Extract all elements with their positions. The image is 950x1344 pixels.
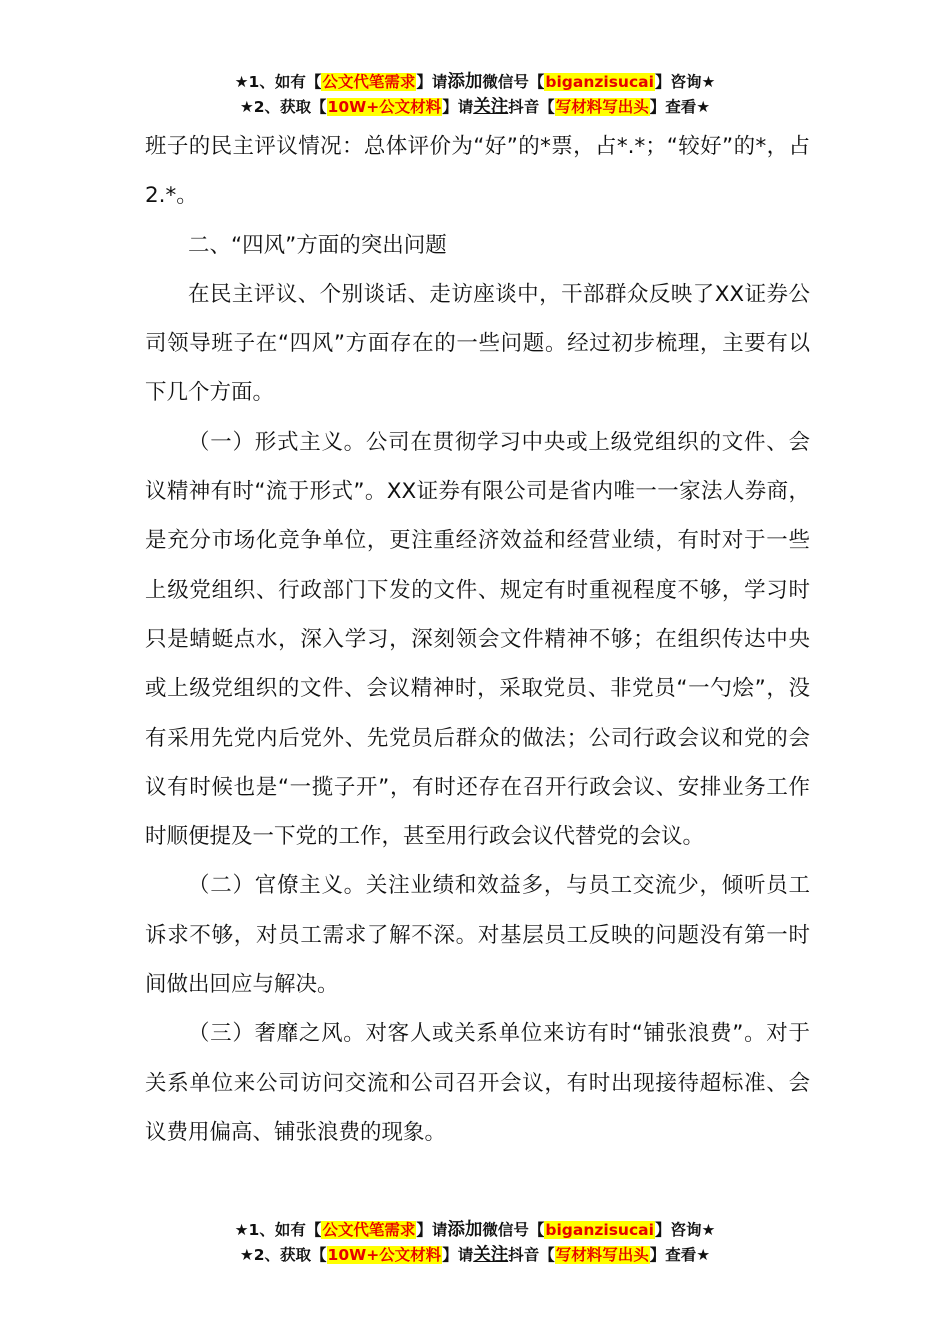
banner-highlight: 写材料写出头: [555, 1246, 649, 1264]
banner-highlight: 写材料写出头: [555, 98, 649, 116]
banner-line-2: [0, 1243, 950, 1268]
banner-text: ★2、获取【: [239, 1246, 327, 1264]
banner-text: ★1、如有【: [234, 73, 322, 91]
section-heading: 二、“四风”方面的突出问题: [188, 232, 447, 258]
banner-text: 抖音【: [508, 1246, 555, 1264]
banner-keyword: 关注: [473, 1245, 509, 1265]
banner-keyword: 添加: [447, 72, 483, 92]
banner-highlight: biganzisucai: [545, 1221, 654, 1239]
banner-keyword: 关注: [473, 97, 509, 117]
header-banner: [0, 70, 950, 120]
banner-text: ★1、如有【: [234, 1221, 322, 1239]
banner-highlight: 10W+公文材料: [327, 1246, 442, 1264]
banner-text: 】请: [416, 73, 448, 91]
banner-highlight: 公文代笔需求: [322, 73, 416, 91]
document-body: [145, 122, 810, 1157]
banner-text: 】咨询★: [654, 73, 716, 91]
paragraph-bureaucratism: （二）官僚主义。关注业绩和效益多，与员工交流少，倾听员工诉求不够，对员工需求了解不深。对基层员工反映的问题没有第一时间做出回应与解决。: [145, 873, 810, 998]
banner-line-1: [0, 70, 950, 95]
banner-text: 】请: [442, 98, 474, 116]
paragraph-evaluation: 班子的民主评议情况：总体评价为“好”的*票，占*.*；“较好”的*，占2.*。: [145, 134, 810, 209]
banner-line-2: [0, 95, 950, 120]
banner-text: 微信号【: [482, 73, 545, 91]
banner-line-1: [0, 1218, 950, 1243]
banner-text: 】查看★: [649, 1246, 711, 1264]
banner-text: 抖音【: [508, 98, 555, 116]
paragraph-intro: 在民主评议、个别谈话、走访座谈中，干部群众反映了XX证券公司领导班子在“四风”方面存在的一些问题。经过初步梳理，主要有以下几个方面。: [145, 281, 810, 406]
banner-text: 微信号【: [482, 1221, 545, 1239]
paragraph-extravagance: （三）奢靡之风。对客人或关系单位来访有时“铺张浪费”。对于关系单位来公司访问交流和公司召开会议，有时出现接待超标准、会议费用偏高、铺张浪费的现象。: [145, 1021, 810, 1145]
banner-highlight: biganzisucai: [545, 73, 654, 91]
banner-text: 】咨询★: [654, 1221, 716, 1239]
banner-text: 】请: [416, 1221, 448, 1239]
banner-highlight: 10W+公文材料: [327, 98, 442, 116]
footer-banner: [0, 1218, 950, 1268]
banner-highlight: 公文代笔需求: [322, 1221, 416, 1239]
banner-text: ★2、获取【: [239, 98, 327, 116]
banner-text: 】请: [442, 1246, 474, 1264]
banner-keyword: 添加: [447, 1220, 483, 1240]
paragraph-formalism: （一）形式主义。公司在贯彻学习中央或上级党组织的文件、会议精神有时“流于形式”。XX证券有限公司是省内唯一一家法人券商，是充分市场化竞争单位，更注重经济效益和经营业绩，有时对于一些上级党组织、行政部门下发的文件、规定有时重视程度不够，学习时只是蜻蜓点水，深入学习，深刻领会文件精神不够；在组织传达中央或上级党组织的文件、会议精神时，采取党员、非党员“一勺烩”，没有采用先党内后党外、先党员后群众的做法；公司行政会议和党的会议有时候也是“一揽子开”，有时还存在召开行政会议、安排业务工作时顺便提及一下党的工作，甚至用行政会议代替党的会议。: [145, 429, 810, 850]
banner-text: 】查看★: [649, 98, 711, 116]
